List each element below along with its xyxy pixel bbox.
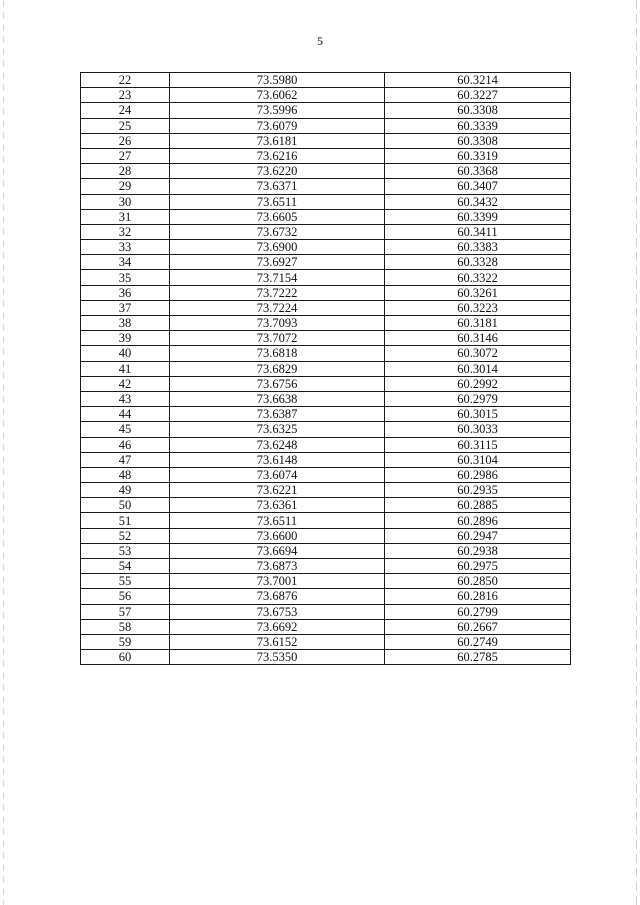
x-coordinate-cell: 73.6181 <box>170 133 385 148</box>
point-number-cell: 54 <box>81 559 170 574</box>
table-row <box>81 391 571 406</box>
x-coordinate-cell: 73.6829 <box>170 361 385 376</box>
table-row <box>81 331 571 346</box>
point-number-cell: 28 <box>81 164 170 179</box>
x-coordinate-cell: 73.6753 <box>170 604 385 619</box>
y-coordinate-cell: 60.3181 <box>385 316 571 331</box>
coordinates-table <box>80 72 571 665</box>
point-number-cell: 31 <box>81 209 170 224</box>
table-row <box>81 285 571 300</box>
x-coordinate-cell: 73.7154 <box>170 270 385 285</box>
x-coordinate-cell: 73.6248 <box>170 437 385 452</box>
table-row <box>81 376 571 391</box>
table-row <box>81 437 571 452</box>
y-coordinate-cell: 60.3399 <box>385 209 571 224</box>
y-coordinate-cell: 60.2667 <box>385 619 571 634</box>
table-row <box>81 483 571 498</box>
point-number-cell: 44 <box>81 407 170 422</box>
point-number-cell: 56 <box>81 589 170 604</box>
y-coordinate-cell: 60.3322 <box>385 270 571 285</box>
table-row <box>81 467 571 482</box>
y-coordinate-cell: 60.3227 <box>385 88 571 103</box>
point-number-cell: 38 <box>81 316 170 331</box>
point-number-cell: 47 <box>81 452 170 467</box>
table-row <box>81 543 571 558</box>
y-coordinate-cell: 60.2885 <box>385 498 571 513</box>
x-coordinate-cell: 73.7072 <box>170 331 385 346</box>
y-coordinate-cell: 60.2938 <box>385 543 571 558</box>
x-coordinate-cell: 73.6600 <box>170 528 385 543</box>
x-coordinate-cell: 73.6818 <box>170 346 385 361</box>
table-row <box>81 498 571 513</box>
table-row <box>81 619 571 634</box>
y-coordinate-cell: 60.2979 <box>385 391 571 406</box>
x-coordinate-cell: 73.6387 <box>170 407 385 422</box>
x-coordinate-cell: 73.6220 <box>170 164 385 179</box>
y-coordinate-cell: 60.3104 <box>385 452 571 467</box>
page-number: 5 <box>317 34 323 48</box>
y-coordinate-cell: 60.3368 <box>385 164 571 179</box>
y-coordinate-cell: 60.3308 <box>385 133 571 148</box>
table-row <box>81 164 571 179</box>
x-coordinate-cell: 73.6062 <box>170 88 385 103</box>
table-row <box>81 650 571 665</box>
x-coordinate-cell: 73.6216 <box>170 148 385 163</box>
point-number-cell: 39 <box>81 331 170 346</box>
point-number-cell: 53 <box>81 543 170 558</box>
table-row <box>81 240 571 255</box>
table-row <box>81 361 571 376</box>
x-coordinate-cell: 73.6325 <box>170 422 385 437</box>
x-coordinate-cell: 73.5996 <box>170 103 385 118</box>
x-coordinate-cell: 73.6638 <box>170 391 385 406</box>
point-number-cell: 23 <box>81 88 170 103</box>
point-number-cell: 58 <box>81 619 170 634</box>
x-coordinate-cell: 73.6732 <box>170 224 385 239</box>
y-coordinate-cell: 60.3261 <box>385 285 571 300</box>
scan-edge-left <box>3 0 4 905</box>
x-coordinate-cell: 73.6876 <box>170 589 385 604</box>
table-row <box>81 133 571 148</box>
table-row <box>81 88 571 103</box>
table-row <box>81 452 571 467</box>
point-number-cell: 35 <box>81 270 170 285</box>
y-coordinate-cell: 60.2749 <box>385 634 571 649</box>
point-number-cell: 45 <box>81 422 170 437</box>
table-row <box>81 179 571 194</box>
y-coordinate-cell: 60.3407 <box>385 179 571 194</box>
point-number-cell: 60 <box>81 650 170 665</box>
y-coordinate-cell: 60.3308 <box>385 103 571 118</box>
table-row <box>81 574 571 589</box>
x-coordinate-cell: 73.6694 <box>170 543 385 558</box>
point-number-cell: 46 <box>81 437 170 452</box>
point-number-cell: 27 <box>81 148 170 163</box>
x-coordinate-cell: 73.6927 <box>170 255 385 270</box>
point-number-cell: 22 <box>81 73 170 88</box>
table-row <box>81 300 571 315</box>
x-coordinate-cell: 73.6692 <box>170 619 385 634</box>
table-row <box>81 422 571 437</box>
point-number-cell: 59 <box>81 634 170 649</box>
x-coordinate-cell: 73.5350 <box>170 650 385 665</box>
point-number-cell: 40 <box>81 346 170 361</box>
x-coordinate-cell: 73.6148 <box>170 452 385 467</box>
x-coordinate-cell: 73.5980 <box>170 73 385 88</box>
point-number-cell: 42 <box>81 376 170 391</box>
y-coordinate-cell: 60.2975 <box>385 559 571 574</box>
y-coordinate-cell: 60.3339 <box>385 118 571 133</box>
coordinates-table-body <box>81 73 571 665</box>
table-row <box>81 209 571 224</box>
y-coordinate-cell: 60.2935 <box>385 483 571 498</box>
y-coordinate-cell: 60.3033 <box>385 422 571 437</box>
x-coordinate-cell: 73.6511 <box>170 194 385 209</box>
x-coordinate-cell: 73.6079 <box>170 118 385 133</box>
point-number-cell: 33 <box>81 240 170 255</box>
table-row <box>81 589 571 604</box>
x-coordinate-cell: 73.7001 <box>170 574 385 589</box>
x-coordinate-cell: 73.6605 <box>170 209 385 224</box>
y-coordinate-cell: 60.2850 <box>385 574 571 589</box>
scan-edge-right <box>636 0 637 905</box>
y-coordinate-cell: 60.3014 <box>385 361 571 376</box>
point-number-cell: 43 <box>81 391 170 406</box>
point-number-cell: 36 <box>81 285 170 300</box>
point-number-cell: 49 <box>81 483 170 498</box>
table-row <box>81 513 571 528</box>
y-coordinate-cell: 60.3115 <box>385 437 571 452</box>
y-coordinate-cell: 60.2896 <box>385 513 571 528</box>
y-coordinate-cell: 60.3411 <box>385 224 571 239</box>
x-coordinate-cell: 73.6900 <box>170 240 385 255</box>
y-coordinate-cell: 60.2947 <box>385 528 571 543</box>
table-row <box>81 73 571 88</box>
x-coordinate-cell: 73.6371 <box>170 179 385 194</box>
y-coordinate-cell: 60.3223 <box>385 300 571 315</box>
y-coordinate-cell: 60.2816 <box>385 589 571 604</box>
table-row <box>81 604 571 619</box>
point-number-cell: 57 <box>81 604 170 619</box>
x-coordinate-cell: 73.6074 <box>170 467 385 482</box>
y-coordinate-cell: 60.3015 <box>385 407 571 422</box>
point-number-cell: 29 <box>81 179 170 194</box>
y-coordinate-cell: 60.2992 <box>385 376 571 391</box>
point-number-cell: 24 <box>81 103 170 118</box>
point-number-cell: 34 <box>81 255 170 270</box>
table-row <box>81 407 571 422</box>
point-number-cell: 51 <box>81 513 170 528</box>
table-row <box>81 148 571 163</box>
x-coordinate-cell: 73.6756 <box>170 376 385 391</box>
x-coordinate-cell: 73.6873 <box>170 559 385 574</box>
x-coordinate-cell: 73.7222 <box>170 285 385 300</box>
point-number-cell: 30 <box>81 194 170 209</box>
x-coordinate-cell: 73.6221 <box>170 483 385 498</box>
point-number-cell: 37 <box>81 300 170 315</box>
point-number-cell: 32 <box>81 224 170 239</box>
table-row <box>81 194 571 209</box>
table-row <box>81 346 571 361</box>
y-coordinate-cell: 60.3319 <box>385 148 571 163</box>
y-coordinate-cell: 60.3328 <box>385 255 571 270</box>
point-number-cell: 48 <box>81 467 170 482</box>
y-coordinate-cell: 60.3214 <box>385 73 571 88</box>
point-number-cell: 41 <box>81 361 170 376</box>
table-row <box>81 255 571 270</box>
point-number-cell: 52 <box>81 528 170 543</box>
y-coordinate-cell: 60.2785 <box>385 650 571 665</box>
y-coordinate-cell: 60.3432 <box>385 194 571 209</box>
point-number-cell: 26 <box>81 133 170 148</box>
x-coordinate-cell: 73.6511 <box>170 513 385 528</box>
x-coordinate-cell: 73.6152 <box>170 634 385 649</box>
table-row <box>81 118 571 133</box>
table-row <box>81 634 571 649</box>
point-number-cell: 50 <box>81 498 170 513</box>
y-coordinate-cell: 60.2986 <box>385 467 571 482</box>
y-coordinate-cell: 60.3146 <box>385 331 571 346</box>
point-number-cell: 55 <box>81 574 170 589</box>
x-coordinate-cell: 73.7093 <box>170 316 385 331</box>
table-row <box>81 103 571 118</box>
table-row <box>81 316 571 331</box>
y-coordinate-cell: 60.3383 <box>385 240 571 255</box>
y-coordinate-cell: 60.2799 <box>385 604 571 619</box>
x-coordinate-cell: 73.7224 <box>170 300 385 315</box>
table-row <box>81 559 571 574</box>
table-row <box>81 224 571 239</box>
table-row <box>81 270 571 285</box>
point-number-cell: 25 <box>81 118 170 133</box>
y-coordinate-cell: 60.3072 <box>385 346 571 361</box>
x-coordinate-cell: 73.6361 <box>170 498 385 513</box>
table-row <box>81 528 571 543</box>
